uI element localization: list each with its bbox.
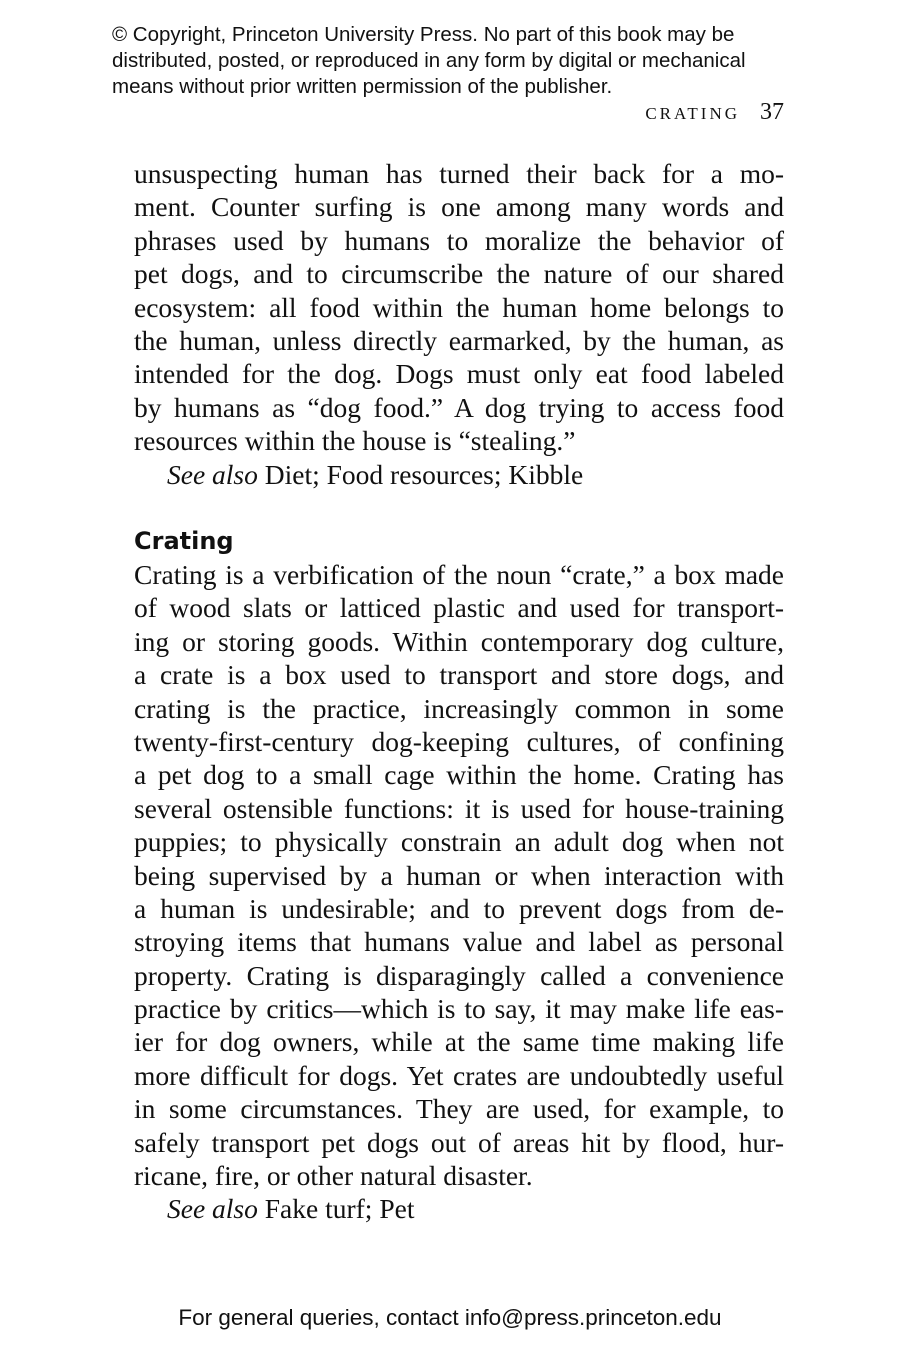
entry-body-text <box>134 558 784 1226</box>
text-line: ier for dog owners, while at the same time making life <box>134 1026 784 1058</box>
text-line: phrases used by humans to moralize the behavior of <box>134 224 784 256</box>
text-line: a crate is a box used to transport and store dogs, and <box>134 659 784 691</box>
text-line: more difficult for dogs. Yet crates are undoubtedly useful <box>134 1059 784 1091</box>
text-line: the human, unless directly earmarked, by the human, as <box>134 324 784 356</box>
text-line: of wood slats or latticed plastic and used for transport- <box>134 592 784 624</box>
text-line: ricane, fire, or other natural disaster. <box>134 1160 533 1192</box>
text-line: by humans as “dog food.” A dog trying to access food <box>134 391 784 423</box>
see-also-refs: Fake turf; Pet <box>257 1193 415 1225</box>
text-line: a human is undesirable; and to prevent dogs from de- <box>134 892 784 924</box>
see-also-refs: Diet; Food resources; Kibble <box>257 458 584 490</box>
running-head-section: CRATING <box>645 104 740 123</box>
text-line: property. Crating is disparagingly called a convenience <box>134 959 784 991</box>
text-line: in some circumstances. They are used, for example, to <box>134 1093 784 1125</box>
text-line: crating is the practice, increasingly common in some <box>134 692 784 724</box>
copyright-notice <box>112 22 812 100</box>
copyright-line: means without prior written permission of the publisher. <box>112 75 613 98</box>
footer-contact: For general queries, contact info@press.princeton.edu <box>178 1305 722 1330</box>
previous-entry-text <box>134 157 784 491</box>
text-line: a pet dog to a small cage within the home. Crating has <box>134 759 784 791</box>
text-line: puppies; to physically constrain an adult dog when not <box>134 826 784 858</box>
text-line: ment. Counter surfing is one among many words and <box>134 191 784 223</box>
text-line: stroying items that humans value and label as personal <box>134 926 784 958</box>
see-also-reference <box>134 458 784 491</box>
text-line: pet dogs, and to circumscribe the nature of our shared <box>134 258 784 290</box>
running-head <box>645 97 784 129</box>
text-line: Crating is a verbification of the noun “crate,” a box made <box>134 559 784 590</box>
see-also-reference <box>134 1192 784 1225</box>
text-line: ing or storing goods. Within contemporary dog culture, <box>134 625 784 657</box>
text-line: several ostensible functions: it is used for house-training <box>134 792 784 824</box>
text-line: intended for the dog. Dogs must only eat food labeled <box>134 358 784 390</box>
page-number: 37 <box>760 99 784 125</box>
text-line: safely transport pet dogs out of areas hit by flood, hur- <box>134 1126 784 1158</box>
copyright-line: © Copyright, Princeton University Press. No part of this book may be <box>112 23 735 46</box>
text-line: ecosystem: all food within the human home belongs to <box>134 291 784 323</box>
text-line: practice by critics—which is to say, it may make life eas- <box>134 993 784 1025</box>
text-line: unsuspecting human has turned their back for a mo- <box>134 158 784 189</box>
entry-heading: Crating <box>134 527 234 555</box>
copyright-line: distributed, posted, or reproduced in any form by digital or mechanical <box>112 49 746 72</box>
text-line: resources within the house is “stealing.” <box>134 425 576 457</box>
see-also-label: See also <box>167 458 258 490</box>
see-also-label: See also <box>167 1193 258 1225</box>
text-line: twenty-first-century dog-keeping cultures, of confining <box>134 725 784 757</box>
text-line: being supervised by a human or when interaction with <box>134 859 784 891</box>
